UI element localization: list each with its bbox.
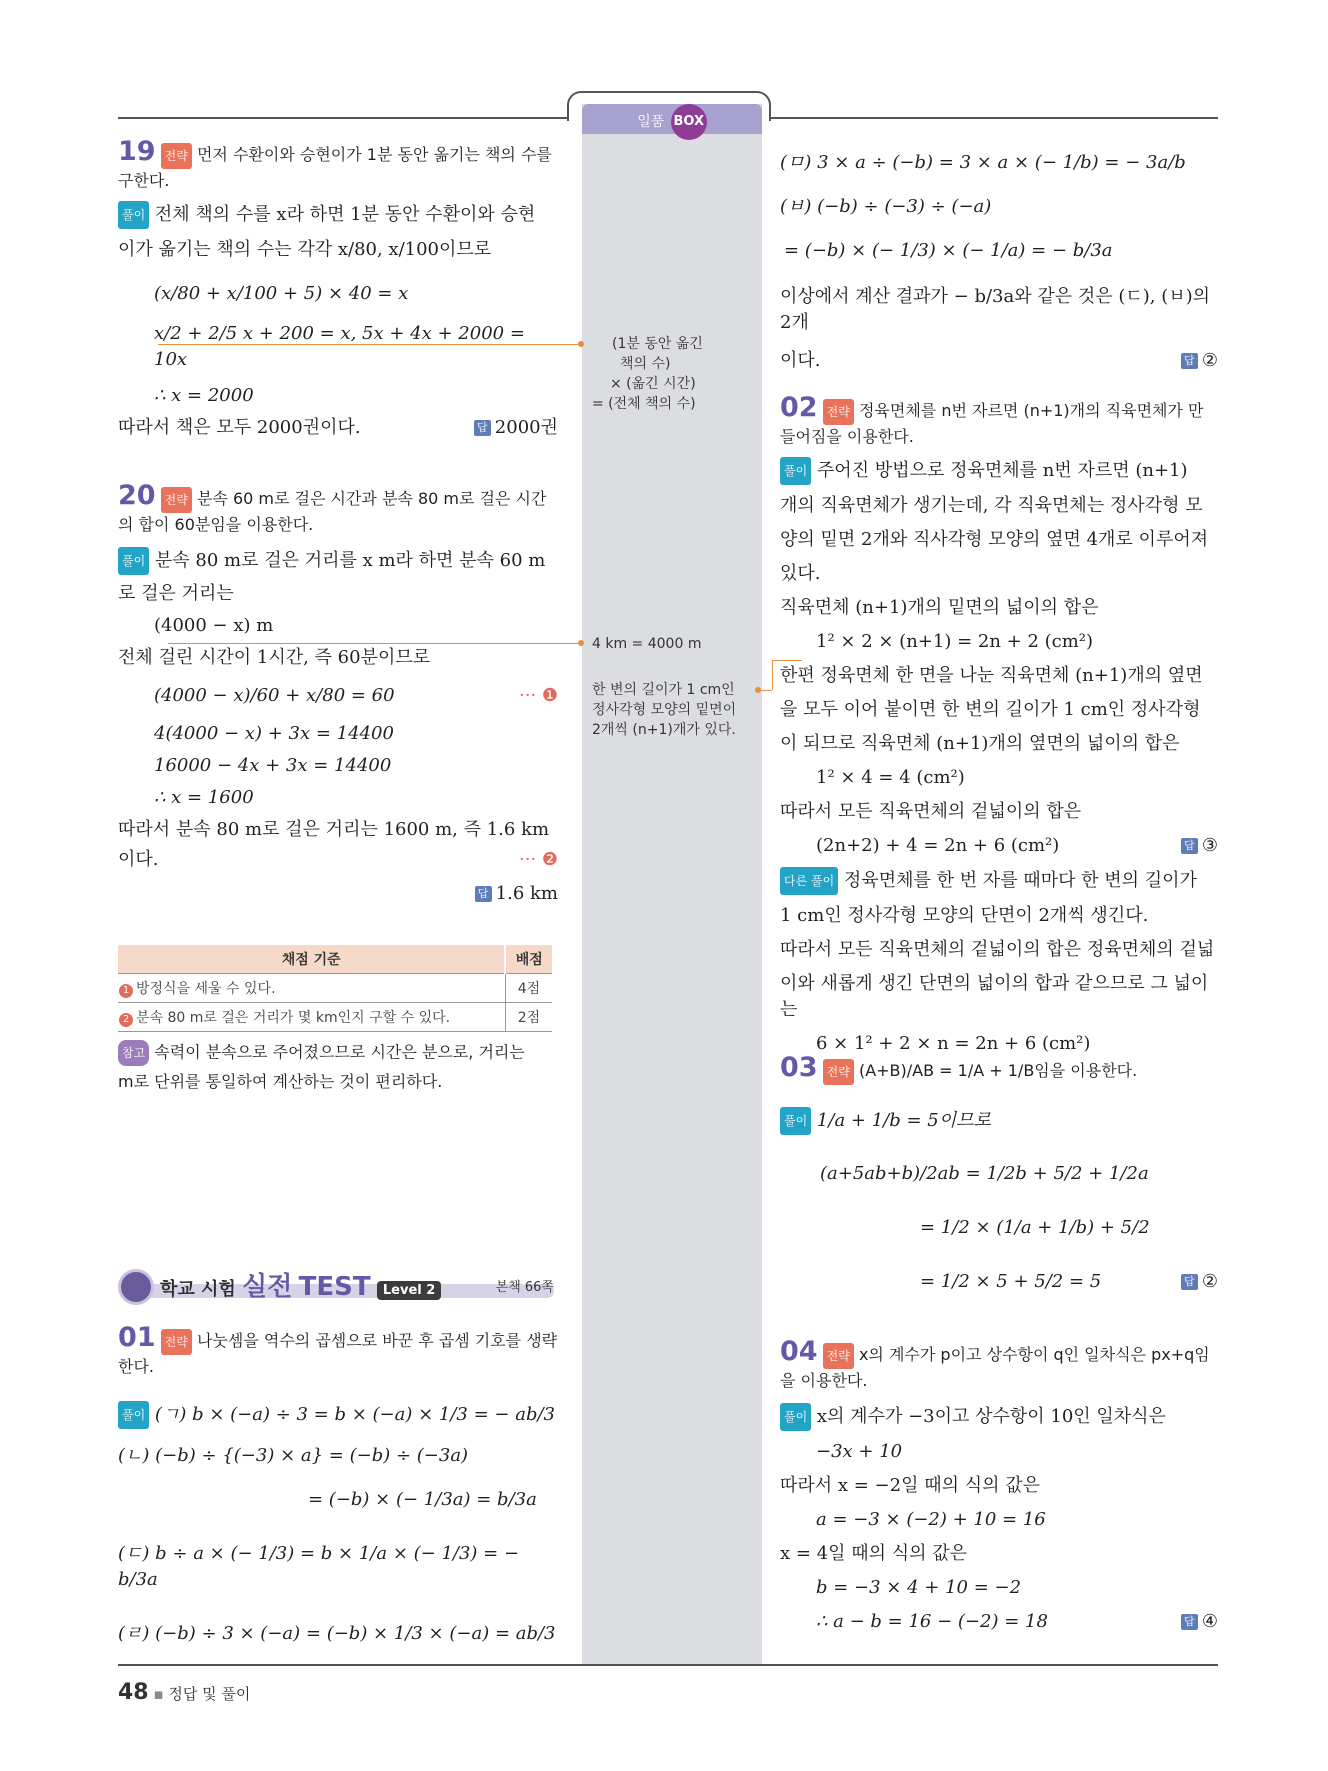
strategy-tag: 전략 — [161, 1329, 192, 1355]
solution-tag: 풀이 — [780, 457, 811, 485]
note-line: 정사각형 모양의 밑면이 — [592, 702, 737, 718]
solution-line: 1 cm인 정사각형 모양의 단면이 2개씩 생긴다. — [780, 904, 1149, 926]
table-row — [118, 1003, 552, 1032]
footer — [118, 1680, 250, 1705]
strategy-tag: 전략 — [823, 1059, 854, 1085]
solution-line: 1/a + 1/b = 5이므로 — [816, 1109, 991, 1131]
equation: (ㅁ) 3 × a ÷ (−b) = 3 × a × (− 1/b) = − 3a/b — [780, 152, 1186, 173]
strategy-tag: 전략 — [823, 399, 854, 425]
solution-line: 한편 정육면체 한 면을 나눈 직육면체 (n+1)개의 옆면 — [780, 664, 1203, 686]
solution-line: 로 걸은 거리는 — [118, 582, 234, 604]
equation: (ㄹ) (−b) ÷ 3 × (−a) = (−b) × 1/3 × (−a) = ab/3 — [118, 1622, 556, 1644]
book-reference: 본책 66쪽 — [495, 1280, 554, 1295]
strategy-text: 정육면체를 n번 자르면 (n+1)개의 직육면체가 만들어짐을 이용한다. — [780, 401, 1204, 446]
solution-line: 개의 직육면체가 생기는데, 각 직육면체는 정사각형 모 — [780, 494, 1203, 516]
side-note-3 — [592, 680, 757, 740]
answer: 1.6 km — [495, 882, 558, 904]
solution-line: 정육면체를 한 번 자를 때마다 한 변의 길이가 — [843, 869, 1197, 891]
note-line: 속력이 분속으로 주어졌으므로 시간은 분으로, 거리는 — [154, 1042, 525, 1062]
criterion-number: 1 — [119, 984, 133, 998]
solution-line: 이와 새롭게 생긴 단면의 넓이의 합과 같으므로 그 넓이는 — [780, 972, 1209, 1020]
strategy-text: (A+B)/AB = 1/A + 1/B임을 이용한다. — [858, 1061, 1138, 1080]
answer: ② — [1201, 1270, 1218, 1292]
solution-line: 분속 80 m로 걸은 거리를 x m라 하면 분속 60 m — [154, 549, 546, 571]
strategy-tag: 전략 — [823, 1343, 854, 1369]
equation: a = −3 × (−2) + 10 = 16 — [816, 1508, 1046, 1530]
reference-tag: 참고 — [118, 1040, 149, 1066]
strategy-text: 나눗셈을 역수의 곱셈으로 바꾼 후 곱셈 기호를 생략한다. — [118, 1331, 558, 1376]
connector-dot — [578, 341, 584, 347]
problem-04 — [780, 1336, 1218, 1635]
conclusion: 이다. — [780, 350, 821, 371]
problem-01 — [118, 1322, 558, 1647]
level-badge: Level 2 — [377, 1281, 441, 1300]
problem-01-continued — [780, 150, 1218, 374]
section-title: TEST — [298, 1272, 371, 1302]
answer-icon: 답 — [1181, 1274, 1198, 1290]
section-title: 실전 — [242, 1272, 293, 1302]
equation: (ㄴ) (−b) ÷ {(−3) × a} = (−b) ÷ (−3a) — [118, 1444, 469, 1466]
note-line: (1분 동안 옮긴 — [612, 336, 703, 352]
equation: (4000 − x)/60 + x/80 = 60 — [154, 684, 395, 706]
problem-02 — [780, 392, 1218, 1057]
answer: ③ — [1201, 834, 1218, 856]
section-pre: 학교 시험 — [160, 1279, 236, 1300]
strategy-tag: 전략 — [161, 143, 192, 169]
equation: = (−b) × (− 1/3a) = b/3a — [308, 1488, 537, 1510]
problem-19 — [118, 136, 558, 441]
solution-line: 따라서 모든 직육면체의 겉넓이의 합은 — [780, 800, 1082, 822]
problem-number: 04 — [780, 1336, 818, 1367]
solution-line: 전체 걸린 시간이 1시간, 즉 60분이므로 — [118, 646, 431, 668]
solution-line: 따라서 모든 직육면체의 겉넓이의 합은 정육면체의 겉넓 — [780, 938, 1215, 960]
step-marker: ··· ❶ — [518, 684, 558, 706]
connector-line — [772, 660, 773, 690]
problem-20 — [118, 480, 558, 907]
equation: x/2 + 2/5 x + 200 = x, 5x + 4x + 2000 = 10x — [154, 322, 525, 370]
step-marker: ··· ❷ — [518, 848, 558, 870]
solution-line: 전체 책의 수를 x라 하면 1분 동안 수환이와 승현 — [154, 203, 536, 225]
alt-solution-tag: 다른 풀이 — [780, 867, 838, 895]
conclusion: 따라서 분속 80 m로 걸은 거리는 1600 m, 즉 1.6 km — [118, 818, 550, 840]
top-rule-left — [118, 117, 570, 119]
criterion-number: 2 — [119, 1013, 133, 1027]
problem-number: 20 — [118, 480, 156, 511]
points-header: 배점 — [505, 945, 552, 974]
equation: ∴ x = 2000 — [154, 384, 254, 406]
box-label: 일품 — [637, 114, 665, 130]
criterion-points: 4점 — [505, 974, 552, 1003]
heading-circle-icon — [118, 1269, 154, 1305]
equation: = 1/2 × 5 + 5/2 = 5 — [920, 1270, 1102, 1292]
problem-number: 02 — [780, 392, 818, 423]
problem-number: 03 — [780, 1052, 818, 1083]
note-line: 한 변의 길이가 1 cm인 — [592, 682, 735, 698]
note-line: m로 단위를 통일하여 계산하는 것이 편리하다. — [118, 1072, 443, 1091]
criterion-text: 분속 80 m로 걸은 거리가 몇 km인지 구할 수 있다. — [136, 1010, 451, 1026]
box-header — [582, 104, 762, 134]
conclusion: 이상에서 계산 결과가 − b/3a와 같은 것은 (ㄷ), (ㅂ)의 2개 — [780, 286, 1211, 333]
bottom-rule — [118, 1664, 1218, 1666]
solution-line: 따라서 x = −2일 때의 식의 값은 — [780, 1474, 1040, 1496]
equation: 16000 − 4x + 3x = 14400 — [154, 754, 392, 776]
solution-tag: 풀이 — [780, 1107, 811, 1135]
conclusion: 이다. — [118, 848, 159, 870]
solution-line: x의 계수가 −3이고 상수항이 10인 일차식은 — [816, 1405, 1166, 1427]
grading-table — [118, 945, 552, 1032]
note-line: = (전체 책의 수) — [592, 396, 696, 412]
solution-tag: 풀이 — [118, 547, 149, 575]
equation: (ㄱ) b × (−a) ÷ 3 = b × (−a) × 1/3 = − ab/3 — [154, 1403, 555, 1425]
equation: (ㅂ) (−b) ÷ (−3) ÷ (−a) — [780, 196, 992, 217]
answer-icon: 답 — [474, 420, 491, 436]
connector-line — [168, 643, 580, 644]
footer-separator: ▪ — [153, 1685, 164, 1703]
equation: 6 × 1² + 2 × n = 2n + 6 (cm²) — [816, 1032, 1091, 1054]
equation: (4000 − x) m — [154, 614, 274, 636]
equation: (x/80 + x/100 + 5) × 40 = x — [154, 282, 409, 304]
note-line: 책의 수) — [620, 356, 671, 372]
footer-title: 정답 및 풀이 — [168, 1685, 251, 1703]
connector-line — [760, 690, 772, 691]
side-note-2: 4 km = 4000 m — [592, 636, 702, 652]
section-heading — [118, 1266, 554, 1306]
equation: 4(4000 − x) + 3x = 14400 — [154, 722, 394, 744]
equation: (2n+2) + 4 = 2n + 6 (cm²) — [816, 834, 1060, 856]
solution-line: 을 모두 이어 붙이면 한 변의 길이가 1 cm인 정사각형 — [780, 698, 1201, 720]
equation: b = −3 × 4 + 10 = −2 — [816, 1576, 1022, 1598]
connector-dot — [578, 640, 584, 646]
note-line: 2개씩 (n+1)개가 있다. — [592, 722, 736, 738]
strategy-text: 분속 60 m로 걸은 시간과 분속 80 m로 걸은 시간의 합이 60분임을 이용한다. — [118, 489, 547, 534]
equation: ∴ x = 1600 — [154, 786, 254, 808]
equation: = (−b) × (− 1/3) × (− 1/a) = − b/3a — [784, 240, 1113, 261]
equation: (a+5ab+b)/2ab = 1/2b + 5/2 + 1/2a — [820, 1162, 1149, 1184]
solution-line: 이 되므로 직육면체 (n+1)개의 옆면의 넓이의 합은 — [780, 732, 1180, 754]
answer-icon: 답 — [475, 886, 492, 902]
page-number: 48 — [118, 1680, 149, 1705]
grading-header: 채점 기준 — [118, 945, 505, 974]
conclusion: 따라서 책은 모두 2000권이다. — [118, 416, 361, 438]
note-line: × (옮긴 시간) — [610, 376, 696, 392]
solution-line: 양의 밑면 2개와 직사각형 모양의 옆면 4개로 이루어져 — [780, 528, 1209, 550]
answer-icon: 답 — [1181, 1614, 1198, 1630]
answer: 2000권 — [494, 416, 558, 438]
criterion-text: 방정식을 세울 수 있다. — [136, 981, 276, 997]
equation: −3x + 10 — [816, 1440, 903, 1462]
equation: = 1/2 × (1/a + 1/b) + 5/2 — [920, 1216, 1150, 1238]
table-row — [118, 974, 552, 1003]
equation: (ㄷ) b ÷ a × (− 1/3) = b × 1/a × (− 1/3) = − b/3a — [118, 1542, 520, 1590]
solution-line: x = 4일 때의 식의 값은 — [780, 1542, 968, 1564]
equation: 1² × 2 × (n+1) = 2n + 2 (cm²) — [816, 630, 1094, 652]
answer: ④ — [1201, 1610, 1218, 1632]
top-rule-right — [765, 117, 1218, 119]
connector-line — [158, 344, 580, 345]
solution-line: 주어진 방법으로 정육면체를 n번 자르면 (n+1) — [816, 459, 1188, 481]
answer-icon: 답 — [1181, 838, 1198, 854]
strategy-text: x의 계수가 p이고 상수항이 q인 일차식은 px+q임을 이용한다. — [780, 1345, 1210, 1390]
solution-line: 이가 옮기는 책의 수는 각각 x/80, x/100이므로 — [118, 238, 492, 260]
criterion-points: 2점 — [505, 1003, 552, 1032]
solution-tag: 풀이 — [780, 1403, 811, 1431]
strategy-tag: 전략 — [161, 487, 192, 513]
answer: ② — [1201, 350, 1218, 371]
problem-03 — [780, 1052, 1218, 1295]
problem-number: 19 — [118, 136, 156, 167]
strategy-text: 먼저 수환이와 승현이가 1분 동안 옮기는 책의 수를 구한다. — [118, 145, 552, 190]
solution-line: 직육면체 (n+1)개의 밑면의 넓이의 합은 — [780, 596, 1099, 618]
equation: 1² × 4 = 4 (cm²) — [816, 766, 965, 788]
equation: ∴ a − b = 16 − (−2) = 18 — [816, 1610, 1048, 1632]
answer-icon: 답 — [1181, 353, 1198, 369]
solution-line: 있다. — [780, 562, 821, 584]
side-note-1 — [592, 334, 752, 414]
solution-tag: 풀이 — [118, 201, 149, 229]
box-circle: BOX — [671, 104, 707, 140]
problem-number: 01 — [118, 1322, 156, 1353]
reference-note — [118, 1040, 558, 1094]
solution-tag: 풀이 — [118, 1401, 149, 1429]
